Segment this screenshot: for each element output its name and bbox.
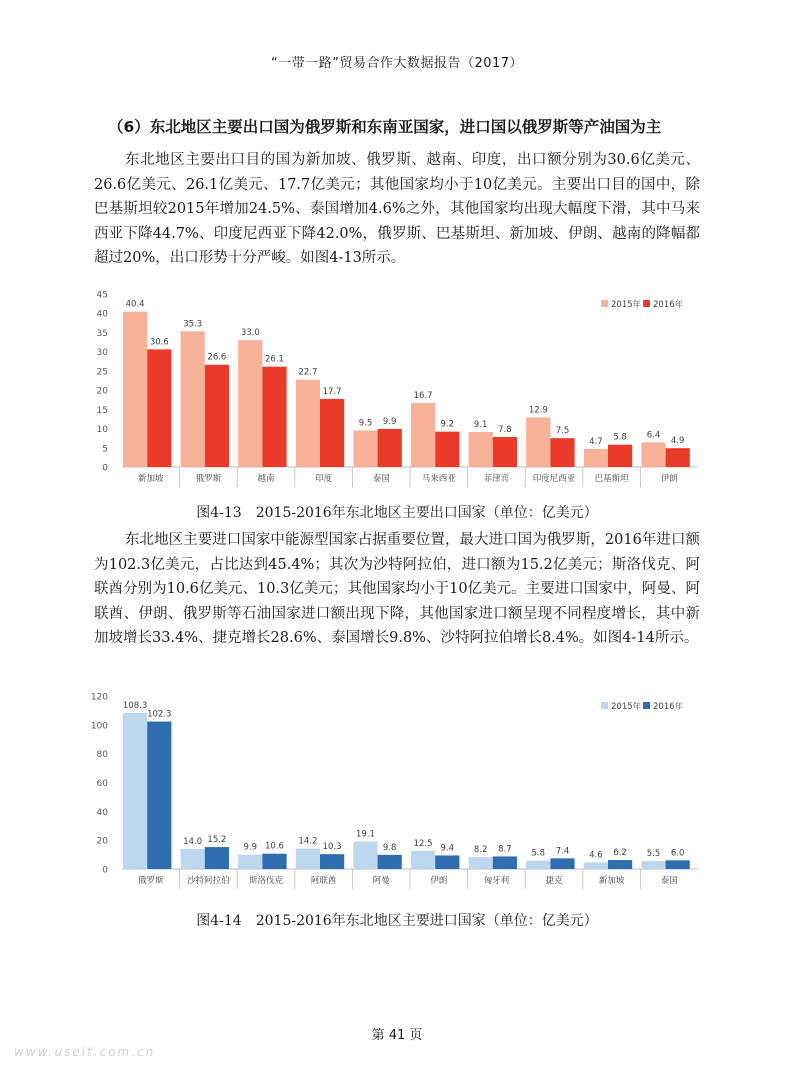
data-label: 9.2 <box>440 419 455 430</box>
bar-2015 <box>411 851 435 869</box>
legend-label-2016: 2016年 <box>653 300 684 310</box>
bar-2015 <box>353 841 377 869</box>
x-tick-label: 印度尼西亚 <box>532 474 576 484</box>
data-label: 35.3 <box>183 319 203 330</box>
x-tick-label: 阿联酋 <box>310 876 337 886</box>
bar-2016 <box>493 856 517 869</box>
import-bar-chart <box>90 686 704 898</box>
data-label: 12.5 <box>413 838 433 849</box>
y-tick-label: 100 <box>90 721 108 732</box>
bar-2016 <box>320 399 344 467</box>
x-tick-label: 印度 <box>315 474 333 484</box>
legend-swatch-2016 <box>643 300 650 307</box>
data-label: 10.6 <box>265 841 284 852</box>
data-label: 8.2 <box>473 845 488 856</box>
x-tick-label: 沙特阿拉伯 <box>187 876 230 886</box>
data-label: 26.1 <box>265 354 284 365</box>
data-label: 4.9 <box>670 436 685 447</box>
legend-swatch-2015 <box>601 300 608 307</box>
bar-2015 <box>296 849 320 869</box>
y-tick-label: 5 <box>102 444 108 455</box>
data-label: 7.5 <box>555 426 570 437</box>
data-label: 9.5 <box>358 418 373 429</box>
watermark: www.useit.com.cn <box>14 1045 156 1059</box>
bar-2015 <box>411 403 435 467</box>
data-label: 22.7 <box>298 367 318 378</box>
y-tick-label: 0 <box>102 865 108 876</box>
data-label: 108.3 <box>122 700 148 711</box>
bar-2016 <box>550 438 574 467</box>
data-label: 14.2 <box>298 836 318 847</box>
x-tick-label: 匈牙利 <box>483 876 510 886</box>
x-tick-label: 巴基斯坦 <box>594 474 629 484</box>
x-tick-label: 新加坡 <box>598 876 625 886</box>
bar-2015 <box>584 862 608 869</box>
bar-2016 <box>262 854 286 869</box>
bar-2015 <box>181 849 205 869</box>
x-tick-label: 俄罗斯 <box>138 876 164 886</box>
bar-2015 <box>469 857 493 869</box>
x-tick-label: 马来西亚 <box>421 474 456 484</box>
bar-2015 <box>469 432 493 467</box>
figure-caption-4-13: 图4-13 2015-2016年东北地区主要出口国家（单位：亿美元） <box>196 505 598 521</box>
legend-swatch-2015 <box>601 702 608 709</box>
bar-2015 <box>641 442 665 467</box>
data-label: 33.0 <box>240 328 260 339</box>
legend-swatch-2016 <box>643 702 650 709</box>
data-label: 16.7 <box>413 390 433 401</box>
bar-2015 <box>526 861 550 869</box>
page-number: 第 41 页 <box>371 1028 423 1043</box>
bar-2016 <box>493 437 517 467</box>
bar-2016 <box>147 349 171 467</box>
y-tick-label: 120 <box>90 692 108 703</box>
bar-2015 <box>123 713 147 869</box>
y-tick-label: 15 <box>96 405 108 416</box>
data-label: 19.1 <box>356 829 375 840</box>
data-label: 7.4 <box>555 846 570 857</box>
y-tick-label: 25 <box>96 367 108 378</box>
data-label: 7.8 <box>498 425 512 436</box>
data-label: 40.4 <box>125 299 145 310</box>
data-label: 5.8 <box>531 848 546 859</box>
legend-label-2015: 2015年 <box>611 300 642 310</box>
bar-2015 <box>238 855 262 869</box>
bar-2015 <box>296 380 320 467</box>
data-label: 15.2 <box>207 835 227 846</box>
bar-2015 <box>238 340 262 467</box>
y-tick-label: 80 <box>96 750 108 761</box>
bar-2016 <box>435 432 459 467</box>
data-label: 6.4 <box>646 430 661 441</box>
x-tick-label: 泰国 <box>372 474 390 484</box>
data-label: 10.3 <box>322 842 342 853</box>
y-tick-label: 20 <box>96 836 108 847</box>
export-bar-chart <box>94 284 704 496</box>
data-label: 102.3 <box>147 709 172 720</box>
data-label: 5.8 <box>613 432 627 443</box>
figure-caption-4-14: 图4-14 2015-2016年东北地区主要进口国家（单位：亿美元） <box>196 913 598 929</box>
bar-2016 <box>205 847 229 869</box>
y-tick-label: 30 <box>96 348 108 359</box>
y-tick-label: 60 <box>96 779 108 789</box>
data-label: 30.6 <box>149 337 169 348</box>
y-tick-label: 40 <box>96 807 108 818</box>
x-tick-label: 泰国 <box>660 876 678 886</box>
legend-label-2015: 2015年 <box>611 702 642 712</box>
bar-2016 <box>205 365 229 467</box>
data-label: 4.7 <box>589 436 603 447</box>
bar-2016 <box>378 855 402 869</box>
data-label: 26.6 <box>207 352 227 363</box>
bar-2015 <box>123 312 147 467</box>
bar-2016 <box>608 860 632 869</box>
section-title: （6）东北地区主要出口国为俄罗斯和东南亚国家，进口国以俄罗斯等产油国为主 <box>108 118 662 136</box>
y-tick-label: 35 <box>96 328 108 339</box>
paragraph-import: 东北地区主要进口国家中能源型国家占据重要位置，最大进口国为俄罗斯，2016年进口额为102.3亿美元，占比达到45.4%；其次为沙特阿拉伯，进口额为15.2亿美元；斯洛伐克、阿联酋分别为10.6亿美元、10.3亿美元；其他国家均小于10亿美元。主要进口国家中，阿曼、阿联酋、伊朗、俄罗斯等石油国家进口额出现下降，其他国家进口额呈现不同程度增长，其中新加坡增长33.4%、捷克增长28.6%、泰国增长9.8%、沙特阿拉伯增长8.4%。如图4-14所示。 <box>94 532 700 646</box>
data-label: 6.2 <box>613 848 627 859</box>
y-tick-label: 10 <box>96 425 108 436</box>
bar-2015 <box>353 430 377 467</box>
y-tick-label: 20 <box>96 386 108 397</box>
data-label: 9.9 <box>243 842 258 853</box>
y-tick-label: 40 <box>96 309 108 320</box>
data-label: 12.9 <box>528 405 548 416</box>
x-tick-label: 阿曼 <box>372 876 390 886</box>
x-tick-label: 菲律宾 <box>483 474 510 484</box>
paragraph-export: 东北地区主要出口目的国为新加坡、俄罗斯、越南、印度，出口额分别为30.6亿美元、26.6亿美元、26.1亿美元、17.7亿美元；其他国家均小于10亿美元。主要出口目的国中，除巴基斯坦较2015年增加24.5%、泰国增加4.6%之外，其他国家均出现大幅度下滑，其中马来西亚下降44.7%、印度尼西亚下降42.0%，俄罗斯、巴基斯坦、新加坡、伊朗、越南的降幅都超过20%，出口形势十分严峻。如图4-13所示。 <box>94 152 700 266</box>
bar-2016 <box>262 367 286 467</box>
data-label: 9.8 <box>382 842 397 853</box>
bar-2016 <box>608 445 632 467</box>
page-header: “一带一路”贸易合作大数据报告（2017） <box>270 56 524 71</box>
data-label: 14.0 <box>183 836 203 847</box>
data-label: 9.1 <box>473 420 488 431</box>
data-label: 9.4 <box>440 843 455 854</box>
x-tick-label: 斯洛伐克 <box>248 876 284 886</box>
x-tick-label: 越南 <box>257 474 275 484</box>
bar-2016 <box>435 855 459 869</box>
bar-2015 <box>526 417 550 467</box>
data-label: 17.7 <box>322 386 342 397</box>
y-tick-label: 45 <box>96 290 108 301</box>
data-label: 5.5 <box>646 849 661 860</box>
x-tick-label: 新加坡 <box>138 474 164 484</box>
x-tick-label: 伊朗 <box>430 876 448 886</box>
bar-2016 <box>666 448 690 467</box>
bar-2015 <box>181 331 205 467</box>
data-label: 9.9 <box>382 416 397 427</box>
bar-2016 <box>147 722 171 869</box>
y-tick-label: 0 <box>102 463 108 474</box>
legend-label-2016: 2016年 <box>653 702 684 712</box>
bar-2016 <box>320 854 344 869</box>
data-label: 4.6 <box>589 850 603 861</box>
data-label: 8.7 <box>498 844 512 855</box>
bar-2016 <box>666 860 690 869</box>
x-tick-label: 捷克 <box>545 876 563 886</box>
bar-2015 <box>584 449 608 467</box>
x-tick-label: 伊朗 <box>660 474 678 484</box>
data-label: 6.0 <box>670 848 685 859</box>
bar-2015 <box>641 861 665 869</box>
bar-2016 <box>550 858 574 869</box>
x-tick-label: 俄罗斯 <box>195 474 222 484</box>
bar-2016 <box>378 429 402 467</box>
